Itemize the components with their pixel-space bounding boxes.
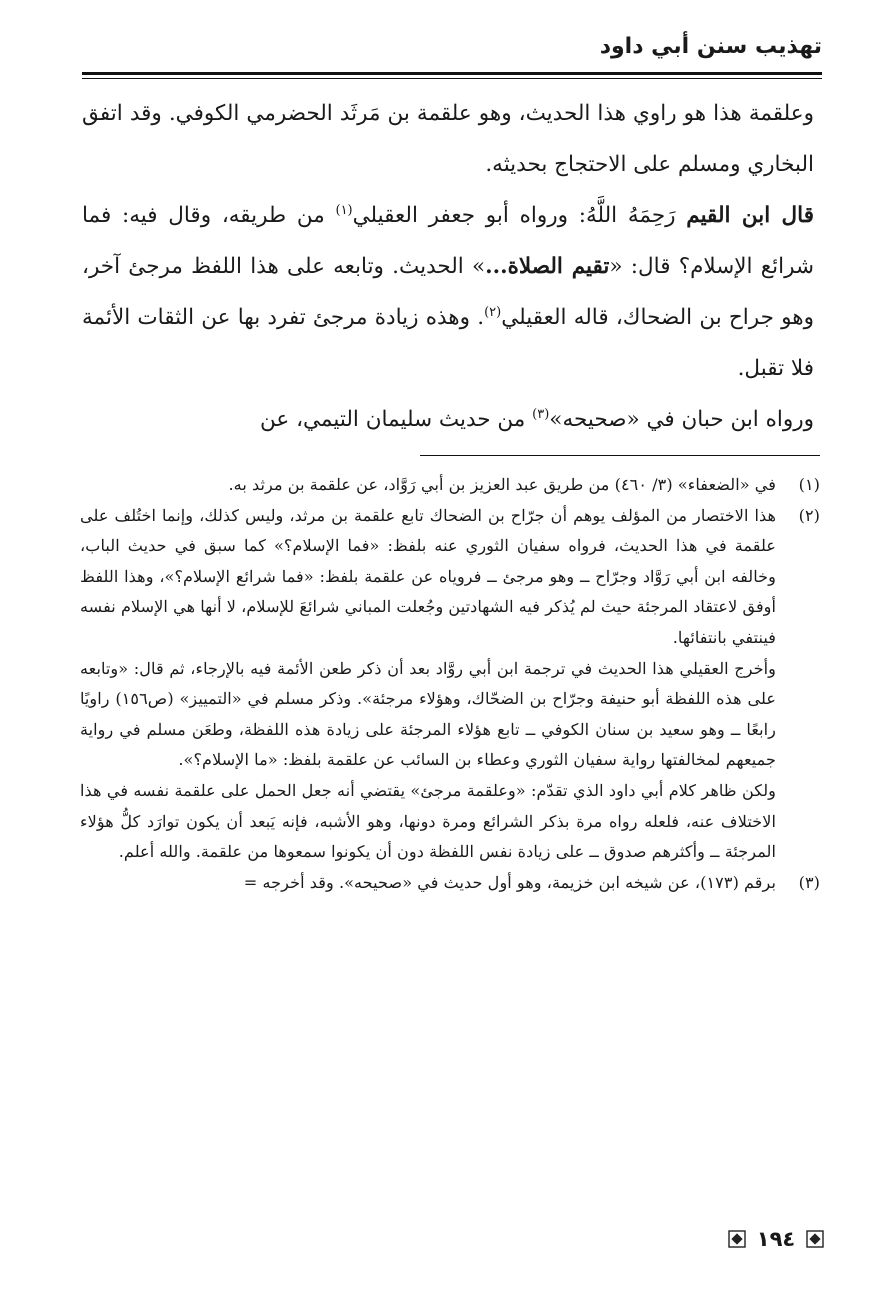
footnote-text: ولكن ظاهر كلام أبي داود الذي تقدّم: «وعلقمة مرجئ» يقتضي أنه جعل الحمل على علقمة نفسه في هذا الاختلاف عنه، فلعله رواه مرة بذكر الشرائع ومرة دونها، وهو الأشبه، فإنه يَبعد أن يكون توارَد كلُّ هؤلاء المرجئة ــ وأكثرهم صدوق ــ على زيادة نفس اللفظة دون أن يكونوا سمعوها من علقمة. والله أعلم. xyxy=(80,780,776,862)
footnote-number: (١) xyxy=(798,475,820,494)
page-number: ١٩٤ xyxy=(756,1227,796,1251)
footnotes xyxy=(80,470,820,898)
footnote-3 xyxy=(80,868,820,899)
paragraph-2-text-d: . وهذه زيادة مرجئ تفرد بها عن الثقات الأئمة فلا تقبل. xyxy=(82,305,814,381)
footnote-text: في «الضعفاء» (٣/ ٤٦٠) من طريق عبد العزيز بن أبي رَوَّاد، عن علقمة بن مرثد به. xyxy=(228,475,776,494)
paragraph-2 xyxy=(82,190,814,394)
main-text xyxy=(82,88,814,445)
footnote-text: وأخرج العقيلي هذا الحديث في ترجمة ابن أبي روَّاد بعد أن ذكر طعن الأئمة فيه بالإرجاء، ثم قال: «وتابعه على هذه اللفظة أبو حنيفة وجرّاح بن الضحّاك، وهؤلاء مرجئة». وذكر مسلم في «التمييز» (ص١٥٦) راويًا رابعًا ــ وهو سعيد بن سنان الكوفي ــ تابع هؤلاء المرجئة على زيادة هذه اللفظة، وطعَن مسلم في رواية جميعهم لمخالفتها رواية سفيان الثوري وعطاء بن السائب عن علقمة بلفظ: «ما الإسلام؟». xyxy=(80,658,777,770)
footnote-1 xyxy=(80,470,820,501)
paragraph-2-text-a: : ورواه أبو جعفر العقيلي xyxy=(352,203,586,228)
footnote-separator xyxy=(420,455,820,456)
footnote-2 xyxy=(80,501,820,868)
running-header-title: تهذيب سنن أبي داود xyxy=(599,34,822,59)
footnote-ref-3[interactable]: (٣) xyxy=(532,406,550,422)
paragraph-2-text-c: » الحديث. وتابعه على هذا اللفظ مرجئ آخر، وهو جراح بن الضحاك، قاله العقيلي xyxy=(82,254,814,330)
paragraph-3 xyxy=(82,394,814,445)
footnote-number: (٢) xyxy=(798,505,820,525)
header-rule-thin xyxy=(82,78,822,79)
header-rule-thick xyxy=(82,72,822,75)
paragraph-3-text-a: ورواه ابن حبان في «صحيحه» xyxy=(549,407,814,432)
paragraph-3-text-b: من حديث سليمان التيمي، عن xyxy=(260,407,533,432)
speaker-label: قال ابن القيم xyxy=(686,203,815,228)
quoted-hadith: تقيم الصلاة... xyxy=(485,254,610,279)
footnote-text: برقم (١٧٣)، عن شيخه ابن خزيمة، وهو أول حديث في «صحيحه». وقد أخرجه = xyxy=(243,872,776,892)
footnote-number: (٣) xyxy=(798,872,820,892)
footnote-ref-2[interactable]: (٢) xyxy=(484,304,502,320)
page-folio xyxy=(728,1222,824,1256)
footnote-text: هذا الاختصار من المؤلف يوهم أن جرّاح بن الضحاك تابع علقمة بن مرثد، وليس كذلك، وإنما اختُلف على علقمة في هذا الحديث، فرواه سفيان الثوري عنه بلفظ: «فما الإسلام؟» كما سبق في حديث الباب، وخالفه ابن أبي رَوَّاد وجرّاح ــ وهو مرجئ ــ فروياه عن علقمة بلفظ: «فما شرائع الإسلام؟»، وهذا اللفظ أوفق لاعتقاد المرجئة حيث لم يُذكر فيه الشهادتين وجُعلت المباني شرائعَ للإسلام، لا أنها هي الإسلام نفسه فينتفي بانتفائها. xyxy=(80,505,776,647)
footnote-ref-1[interactable]: (١) xyxy=(335,202,353,218)
paragraph-2-text-b: من طريقه، وقال فيه: فما شرائع الإسلام؟ قال: « xyxy=(82,203,814,279)
ornament-icon xyxy=(728,1230,746,1248)
honorific: رَحِمَهُ اللَّهُ xyxy=(585,203,676,228)
ornament-icon xyxy=(806,1230,824,1248)
paragraph-1: وعلقمة هذا هو راوي هذا الحديث، وهو علقمة بن مَرثَد الحضرمي الكوفي. وقد اتفق البخاري ومسلم على الاحتجاج بحديثه. xyxy=(82,101,814,177)
